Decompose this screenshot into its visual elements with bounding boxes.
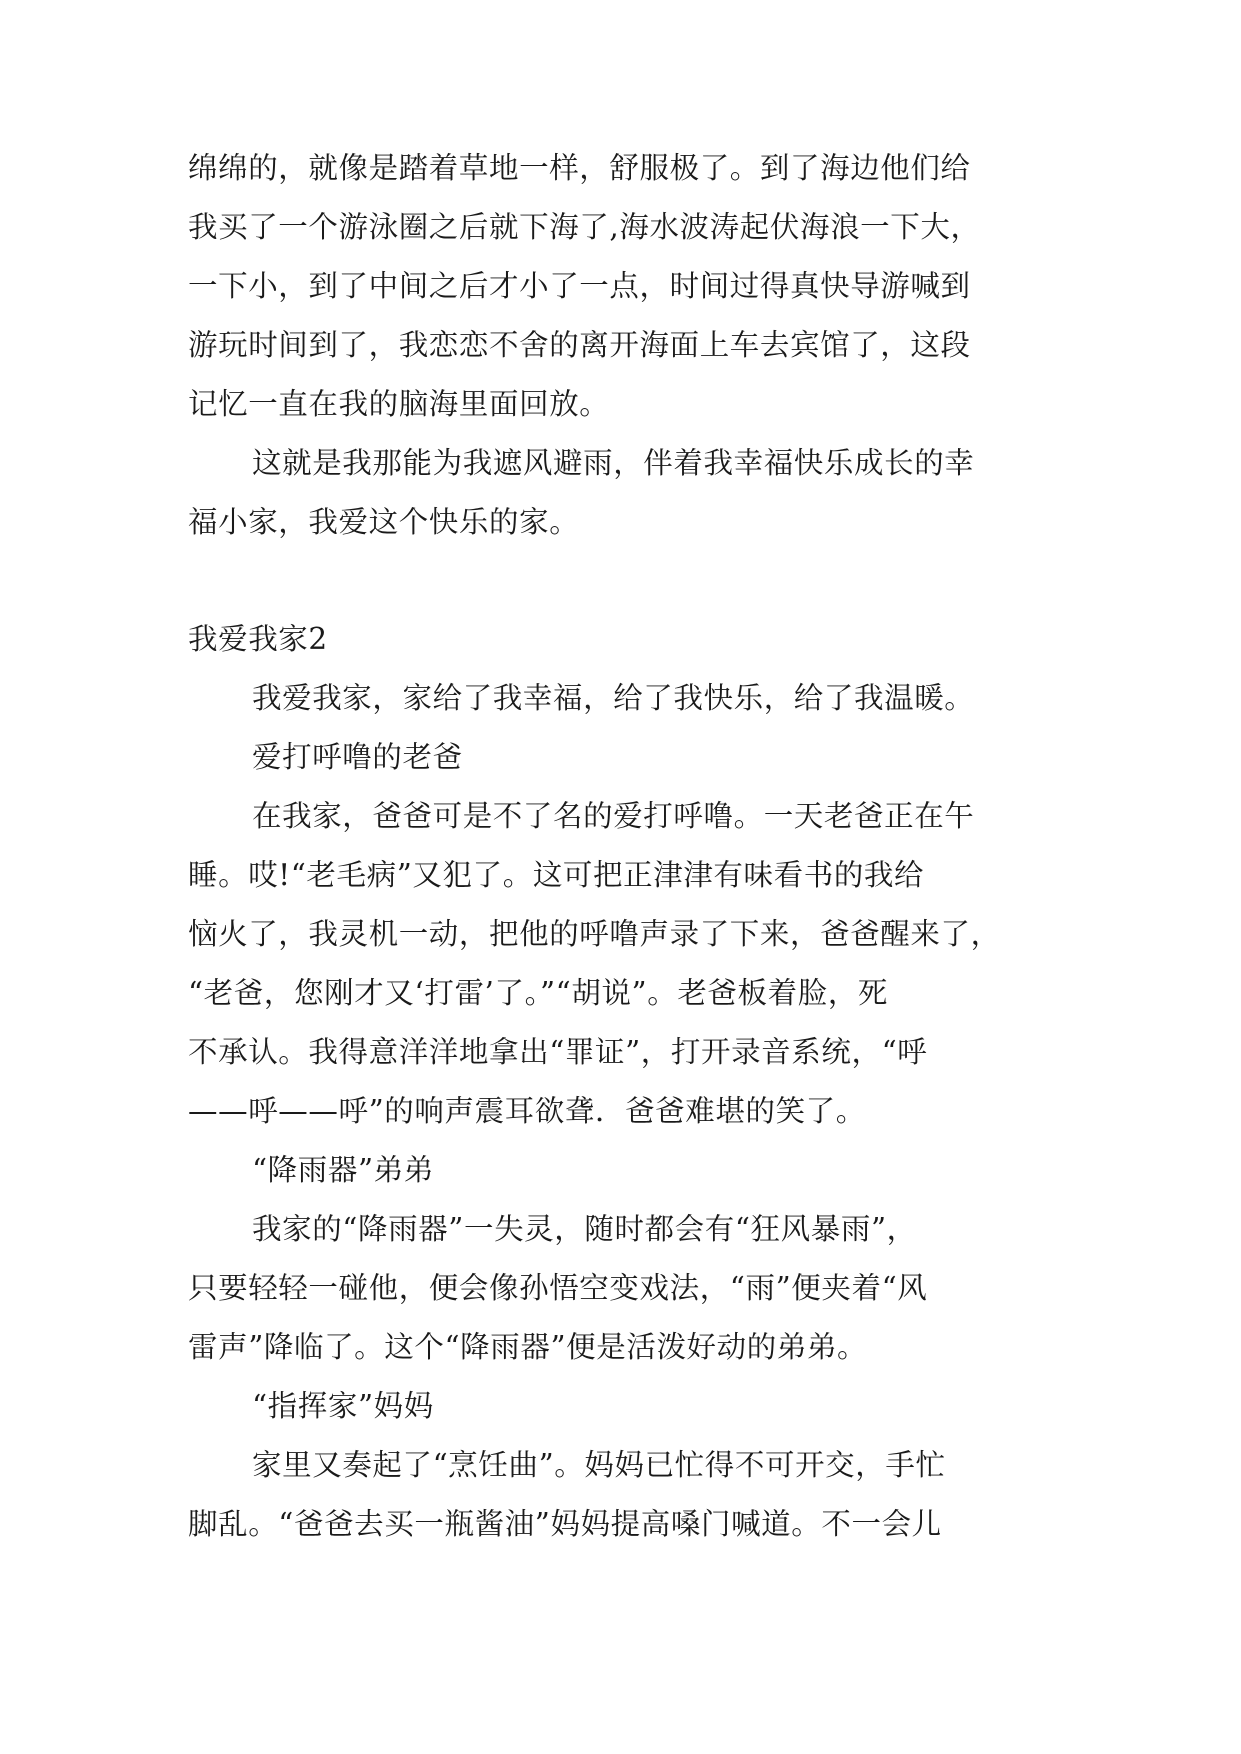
text-line: 脚乱。“爸爸去买一瓶酱油”妈妈提高嗓门喊道。不一会儿 xyxy=(188,1507,942,1541)
text-line: 游玩时间到了，我恋恋不舍的离开海面上车去宾馆了，这段 xyxy=(188,328,971,362)
text-line: 记忆一直在我的脑海里面回放。 xyxy=(188,387,610,421)
paragraph-start-line: 这就是我那能为我遮风避雨，伴着我幸福快乐成长的幸 xyxy=(252,446,975,480)
text-line: 不承认。我得意洋洋地拿出“罪证”，打开录音系统，“呼 xyxy=(188,1035,928,1069)
text-line: 绵绵的，就像是踏着草地一样，舒服极了。到了海边他们给 xyxy=(188,151,971,185)
subheading: 爱打呼噜的老爸 xyxy=(252,740,463,774)
text-line: 我买了一个游泳圈之后就下海了,海水波涛起伏海浪一下大， xyxy=(188,210,981,244)
paragraph-start-line: 家里又奏起了“烹饪曲”。妈妈已忙得不可开交，手忙 xyxy=(252,1448,946,1482)
text-line: 福小家，我爱这个快乐的家。 xyxy=(188,505,580,539)
text-line: 恼火了，我灵机一动，把他的呼噜声录了下来，爸爸醒来了， xyxy=(188,917,1001,951)
text-line: 睡。哎!“老毛病”又犯了。这可把正津津有味看书的我给 xyxy=(188,858,925,892)
paragraph-start-line: 在我家，爸爸可是不了名的爱打呼噜。一天老爸正在午 xyxy=(252,799,975,833)
subheading: “指挥家”妈妈 xyxy=(252,1389,434,1423)
text-line: 一下小，到了中间之后才小了一点，时间过得真快导游喊到 xyxy=(188,269,971,303)
paragraph-start-line: 我家的“降雨器”一失灵，随时都会有“狂风暴雨”， xyxy=(252,1212,917,1246)
text-line: 只要轻轻一碰他，便会像孙悟空变戏法，“雨”便夹着“风 xyxy=(188,1271,928,1305)
paragraph-start-line: 我爱我家，家给了我幸福，给了我快乐，给了我温暖。 xyxy=(252,681,975,715)
text-line: 雷声”降临了。这个“降雨器”便是活泼好动的弟弟。 xyxy=(188,1330,868,1364)
text-line: ——呼——呼”的响声震耳欲聋．爸爸难堪的笑了。 xyxy=(188,1094,866,1128)
subheading: “降雨器”弟弟 xyxy=(252,1153,434,1187)
text-line: “老爸，您刚才又‘打雷’了。”“胡说”。老爸板着脸，死 xyxy=(188,976,889,1010)
section-heading: 我爱我家2 xyxy=(188,622,328,656)
